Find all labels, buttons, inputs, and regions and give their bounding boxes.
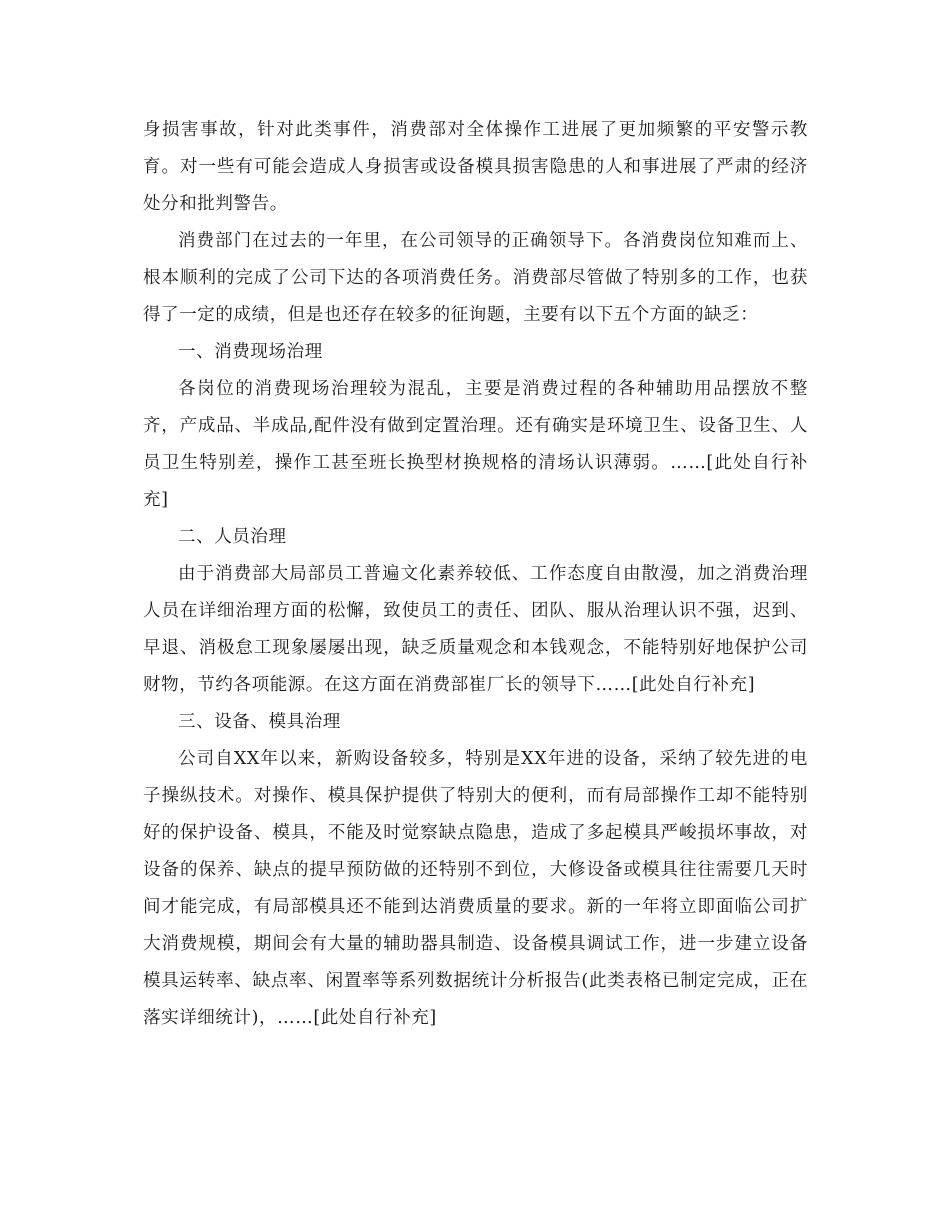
heading-personnel-management: 二、人员治理	[178, 527, 287, 547]
paragraph-accident-education: 身损害事故，针对此类事件，消费部对全体操作工进展了更加频繁的平安警示教育。对一些有可能会造成人身损害或设备模具损害隐患的人和事进展了严肃的经济处分和批判警告。	[143, 120, 808, 214]
paragraph-site-management: 各岗位的消费现场治理较为混乱，主要是消费过程的各种辅助用品摆放不整齐，产成品、半成品,配件没有做到定置治理。还有确实是环境卫生、设备卫生、人员卫生特别差，操作工甚至班长换型材换规格的清场认识薄弱。……[此处自行补充]	[143, 379, 808, 510]
paragraph-year-summary: 消费部门在过去的一年里，在公司领导的正确领导下。各消费岗位知难而上、根本顺利的完成了公司下达的各项消费任务。消费部尽管做了特别多的工作，也获得了一定的成绩，但是也还存在较多的征询题，主要有以下五个方面的缺乏：	[143, 231, 808, 325]
paragraph-personnel-management: 由于消费部大局部员工普遍文化素养较低、工作态度自由散漫，加之消费治理人员在详细治理方面的松懈，致使员工的责任、团队、服从治理认识不强，迟到、早退、消极怠工现象屡屡出现，缺乏质量观念和本钱观念，不能特别好地保护公司财物，节约各项能源。在这方面在消费部崔厂长的领导下……[此处自行补充]	[143, 564, 808, 695]
paragraph-equipment-management: 公司自XX年以来，新购设备较多，特别是XX年进的设备，采纳了较先进的电子操纵技术。对操作、模具保护提供了特别大的便利，而有局部操作工却不能特别好的保护设备、模具，不能及时觉察缺点隐患，造成了多起模具严峻损坏事故，对设备的保养、缺点的提早预防做的还特别不到位，大修设备或模具往往需要几天时间才能完成，有局部模具还不能到达消费质量的要求。新的一年将立即面临公司扩大消费规模，期间会有大量的辅助器具制造、设备模具调试工作，进一步建立设备模具运转率、缺点率、闲置率等系列数据统计分析报告(此类表格已制定完成，正在落实详细统计)，……[此处自行补充]	[143, 749, 808, 1028]
heading-site-management: 一、消费现场治理	[178, 342, 323, 362]
heading-equipment-management: 三、设备、模具治理	[178, 712, 341, 732]
document-body	[143, 112, 808, 1037]
